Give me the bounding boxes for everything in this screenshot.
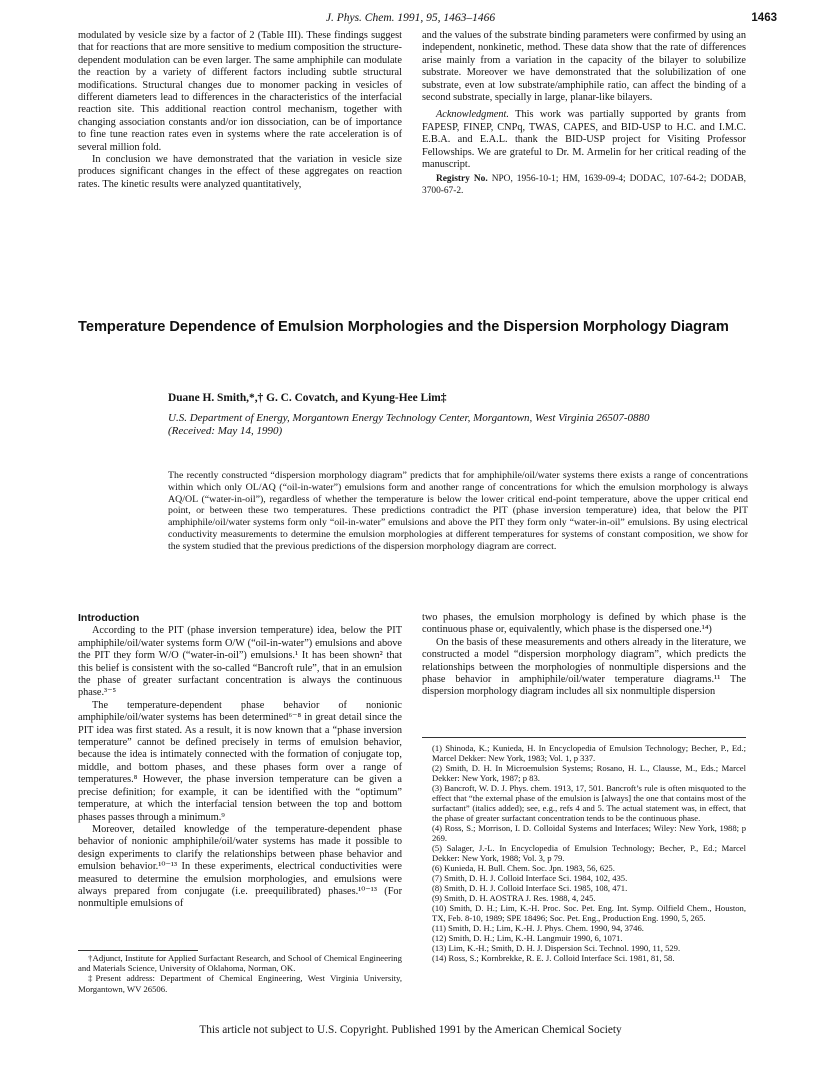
article-affiliation <box>168 412 748 438</box>
author-footnotes <box>78 950 402 994</box>
paragraph: On the basis of these measurements and others already in the literature, we constructed a model “dispersion morphology diagram”, which predicts the relationships between the morphologies of nonmultiple dispersions and the phase behavior in amphiphile/oil/water temperature diagrams.¹¹ The dispersion morphology diagram includes all six nonmultiple dispersion <box>422 636 746 698</box>
reference-item: (13) Lim, K.-H.; Smith, D. H. J. Dispersion Sci. Technol. 1990, 11, 529. <box>432 943 681 953</box>
references-rule <box>422 737 746 738</box>
paragraph: The temperature-dependent phase behavior of nonionic amphiphile/oil/water systems has been determined⁶⁻⁸ in great detail since the PIT idea was first stated. As a result, it is now known that a “phase inversion temperature” cannot be defined precisely in terms of emulsion behavior, because the idea is intimately connected with the formation of conjugate top, middle, and bottom phases, and these phases form over a range of temperatures.⁸ However, the phase inversion temperature can be given a precise definition; for example, it can be identified with the “optimum” temperature, at which the interfacial tension between the top and bottom phases passes through a minimum.⁹ <box>78 699 402 823</box>
page-number: 1463 <box>751 12 777 24</box>
previous-article-right-column <box>422 30 746 198</box>
reference-item: (14) Ross, S.; Kornbrekke, R. E. J. Colloid Interface Sci. 1981, 81, 58. <box>432 953 675 963</box>
paragraph: two phases, the emulsion morphology is defined by which phase is the continuous phase or, equivalently, which phase is the dispersed one.¹⁴) <box>422 612 746 636</box>
article-authors: Duane H. Smith,*,† G. C. Covatch, and Kyung-Hee Lim‡ <box>168 392 447 404</box>
running-header <box>0 8 821 28</box>
section-heading: Introduction <box>78 612 140 624</box>
affiliation-line: U.S. Department of Energy, Morgantown Energy Technology Center, Morgantown, West Virginia 26507-0880 <box>168 412 650 424</box>
reference-item: (7) Smith, D. H. J. Colloid Interface Sci. 1984, 102, 435. <box>432 873 628 883</box>
introduction-left-column <box>78 612 402 911</box>
reference-item: (9) Smith, D. H. AOSTRA J. Res. 1988, 4, 245. <box>432 893 596 903</box>
received-date: (Received: May 14, 1990) <box>168 425 283 437</box>
previous-article-left-column <box>78 30 402 191</box>
introduction-right-column <box>422 612 746 699</box>
reference-item: (3) Bancroft, W. D. J. Phys. chem. 1913, 17, 501. Bancroft’s rule is often misquoted to the effect that “the external phase of the emulsion is [always] the one that contains most of the surfactant” (italics added); see, e.g., refs 4 and 5. The actual statement was, in effect, that the phase of greater surfactant concentration tends to be the continuous phase. <box>432 783 746 823</box>
copyright-line: This article not subject to U.S. Copyright. Published 1991 by the American Chemical Society <box>199 1024 622 1036</box>
paragraph: In conclusion we have demonstrated that the variation in vesicle size produces significant changes in the effect of these aggregates on reaction rates. The kinetic results were analyzed quantitatively, <box>78 154 402 190</box>
journal-citation: J. Phys. Chem. 1991, 95, 1463–1466 <box>325 12 496 24</box>
acknowledgment-label: Acknowledgment. <box>436 109 509 121</box>
article-title: Temperature Dependence of Emulsion Morphologies and the Dispersion Morphology Diagram <box>78 319 729 335</box>
reference-item: (12) Smith, D. H.; Lim, K.-H. Langmuir 1990, 6, 1071. <box>432 933 623 943</box>
paragraph: and the values of the substrate binding parameters were confirmed by using an independent, nonkinetic, method. These data show that the rate of differences arise mainly from a variation in the capacity of the bilayer to solubilize substrate. Moreover we have demonstrated that the solubilization of one substrate, even at low substrate/amphiphile ratio, can affect the binding of a second substrate, specially in large, planar-like bilayers. <box>422 30 746 104</box>
references-list <box>422 737 746 963</box>
footnote: †Adjunct, Institute for Applied Surfactant Research, and School of Chemical Engineering and Materials Science, University of Oklahoma, Norman, OK. <box>78 953 402 974</box>
footnote: ‡Present address: Department of Chemical Engineering, West Virginia University, Morgantown, WV 26506. <box>78 973 402 994</box>
paragraph: Moreover, detailed knowledge of the temperature-dependent phase behavior of nonionic amphiphile/oil/water systems has made it possible to design experiments to clarify the relationships between phase behavior and emulsion behavior.¹⁰⁻¹³ In these experiments, electrical conductivities were measured to determine the emulsion morphologies, and emulsions were always prepared from conjugate (i.e. preequilibrated) phases.¹⁰⁻¹³ (For nonmultiple emulsions of <box>78 823 402 910</box>
paragraph: modulated by vesicle size by a factor of 2 (Table III). These findings suggest that for reactions that are more sensitive to medium composition the structure-dependent modulation can be even larger. The same amphiphile can modulate the reaction by a variety of different factors including subtle structural modifications. Structural changes due to monomer packing in vesicles of different diameters lead to differences in the characteristics of the interfacial reaction site. This additional reaction control mechanism, together with changing association constants and/or ion dissociation, can be of importance to fine tune reaction rates even in systems where the rate acceleration is of several million fold. <box>78 30 402 153</box>
paragraph: According to the PIT (phase inversion temperature) idea, below the PIT amphiphile/oil/water systems form O/W (“oil-in-water”) emulsions and above the PIT they form W/O (“water-in-oil”) emulsions.¹ It has been shown² that this belief is consistent with the so-called “Bancroft rule”, that in an emulsion the phase of greater surfactant concentration is always the continuous phase.³⁻⁵ <box>78 625 402 699</box>
reference-item: (10) Smith, D. H.; Lim, K.-H. Proc. Soc. Pet. Eng. Int. Symp. Oilfield Chem., Houston, TX, Feb. 8-10, 1989; SPE 18496; Soc. Pet. Eng., Production Eng. 1990, 5, 265. <box>432 903 746 923</box>
acknowledgment-text: This work was partially supported by grants from FAPESP, FINEP, CNPq, TWAS, CAPES, and BID-USP to H.C. and I.M.C. E.B.A. and E.A.L. thank the BID-USP project for Visiting Professor Fellowships. We are grateful to Dr. M. Armelin for her critical reading of the manuscript. <box>422 109 746 171</box>
reference-item: (1) Shinoda, K.; Kunieda, H. In Encyclopedia of Emulsion Technology; Becher, P., Ed.; Marcel Dekker: New York, 1983; Vol. 1, p 337. <box>432 743 746 763</box>
registry-label: Registry No. <box>436 174 488 185</box>
reference-item: (8) Smith, D. H. J. Colloid Interface Sci. 1985, 108, 471. <box>432 883 628 893</box>
reference-item: (6) Kunieda, H. Bull. Chem. Soc. Jpn. 1983, 56, 625. <box>432 863 615 873</box>
article-abstract: The recently constructed “dispersion morphology diagram” predicts that for amphiphile/oil/water systems there exists a range of concentrations within which only OL/AQ (“oil-in-water”) emulsions form and another range of concentrations for which the emulsion morphology is always AQ/OL (“water-in-oil”), regardless of whether the temperature is below the lower critical end-point temperature, above the upper critical end point, or between these two temperatures. These predictions contradict the PIT (phase inversion temperature) idea, that below the PIT amphiphile/oil/water systems form only “oil-in-water” emulsions and above the PIT they form only “water-in-oil” emulsions. By using electrical conductivity measurements to determine the emulsion morphologies at different temperatures for systems of constant composition, we show for the system studied that the previous predictions of the dispersion morphology diagram are correct. <box>168 470 748 552</box>
acknowledgment <box>422 109 746 171</box>
reference-item: (5) Salager, J.-L. In Encyclopedia of Emulsion Technology; Becher, P., Ed.; Marcel Dekker: New York, 1988; Vol. 3, p 79. <box>432 843 746 863</box>
reference-item: (11) Smith, D. H.; Lim, K.-H. J. Phys. Chem. 1990, 94, 3746. <box>432 923 644 933</box>
footnote-rule <box>78 950 198 951</box>
reference-item: (2) Smith, D. H. In Microemulsion Systems; Rosano, H. L., Clausse, M., Eds.; Marcel Dekker: New York, 1987; p 83. <box>432 763 746 783</box>
reference-item: (4) Ross, S.; Morrison, I. D. Colloidal Systems and Interfaces; Wiley: New York, 1988; p 269. <box>432 823 746 843</box>
registry-numbers <box>422 174 746 197</box>
registry-text: NPO, 1956-10-1; HM, 1639-09-4; DODAC, 107-64-2; DODAB, 3700-67-2. <box>422 174 746 197</box>
